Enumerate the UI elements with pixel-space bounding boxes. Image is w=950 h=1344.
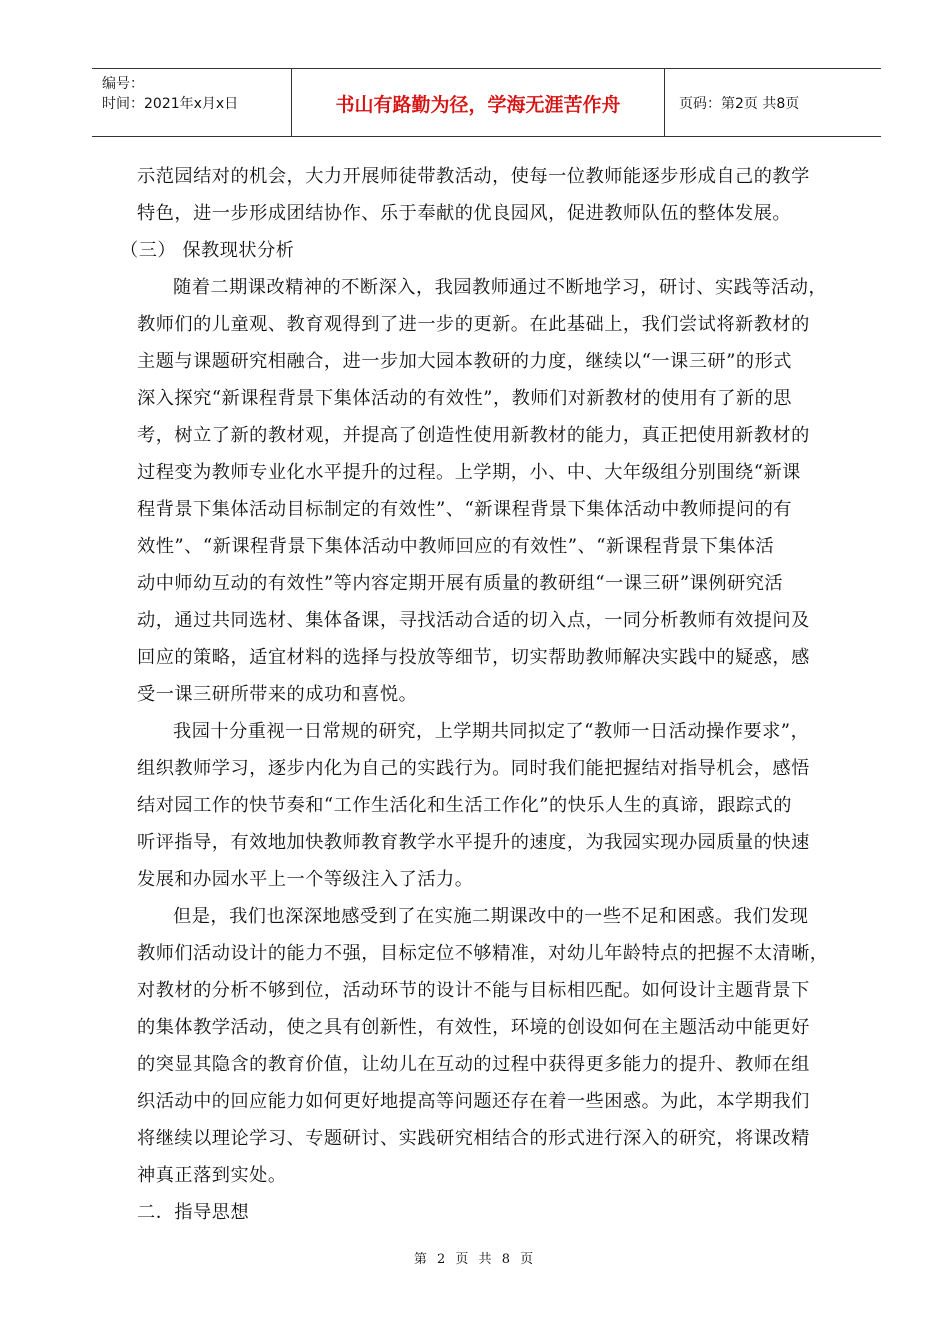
header-meta-cell bbox=[92, 69, 292, 136]
text-line: 听评指导，有效地加快教师教育教学水平提升的速度，为我园实现办园质量的快速 bbox=[137, 832, 810, 853]
motto-text: 书山有路勤为径，学海无涯苦作舟 bbox=[335, 94, 621, 116]
page-header bbox=[92, 68, 881, 137]
text-line: 动，通过共同选材、集体备课，寻找活动合适的切入点，一同分析教师有效提问及 bbox=[137, 610, 810, 631]
text-line: 程背景下集体活动目标制定的有效性”、“新课程背景下集体活动中教师提问的有 bbox=[137, 499, 792, 520]
text-line: 的集体教学活动，使之具有创新性，有效性，环境的创设如何在主题活动中能更好 bbox=[137, 1017, 810, 1038]
text-line: 考，树立了新的教材观，并提高了创造性使用新教材的能力，真正把使用新教材的 bbox=[137, 425, 810, 446]
text-line: 动中师幼互动的有效性”等内容定期开展有质量的教研组“一课三研”课例研究活 bbox=[137, 573, 784, 594]
header-motto-cell bbox=[292, 69, 665, 136]
time-label: 时间：2021年x月x日 bbox=[102, 96, 239, 112]
text-line: 效性”、“新课程背景下集体活动中教师回应的有效性”、“新课程背景下集体活 bbox=[137, 536, 775, 557]
text-line: 受一课三研所带来的成功和喜悦。 bbox=[137, 684, 418, 705]
page-footer: 第 2 页 共 8 页 bbox=[413, 1252, 537, 1267]
number-label: 编号： bbox=[102, 76, 144, 92]
page-info: 页码：第2页 共8页 bbox=[679, 96, 800, 112]
text-line: 特色，进一步形成团结协作、乐于奉献的优良园风，促进教师队伍的整体发展。 bbox=[137, 203, 792, 224]
text-line: 对教材的分析不够到位，活动环节的设计不能与目标相匹配。如何设计主题背景下 bbox=[137, 980, 810, 1001]
paragraph-start-line: 随着二期课改精神的不断深入，我园教师通过不断地学习，研讨、实践等活动， bbox=[173, 277, 828, 298]
text-line: 回应的策略，适宜材料的选择与投放等细节，切实帮助教师解决实践中的疑惑，感 bbox=[137, 647, 810, 668]
section-heading: （三） 保教现状分析 bbox=[120, 240, 295, 261]
text-line: 神真正落到实处。 bbox=[137, 1165, 287, 1186]
section-heading: 二．指导思想 bbox=[137, 1202, 250, 1223]
text-line: 结对园工作的快节奏和“工作生活化和生活工作化”的快乐人生的真谛，跟踪式的 bbox=[137, 795, 792, 816]
text-line: 示范园结对的机会，大力开展师徒带教活动，使每一位教师能逐步形成自己的教学 bbox=[137, 166, 810, 187]
text-line: 发展和办园水平上一个等级注入了活力。 bbox=[137, 869, 474, 890]
text-line: 的突显其隐含的教育价值，让幼儿在互动的过程中获得更多能力的提升、教师在组 bbox=[137, 1054, 810, 1075]
text-line: 主题与课题研究相融合，进一步加大园本教研的力度，继续以“一课三研”的形式 bbox=[137, 351, 792, 372]
header-page-cell bbox=[665, 69, 881, 136]
text-line: 将继续以理论学习、专题研讨、实践研究相结合的形式进行深入的研究，将课改精 bbox=[137, 1128, 810, 1149]
text-line: 织活动中的回应能力如何更好地提高等问题还存在着一些困惑。为此，本学期我们 bbox=[137, 1091, 810, 1112]
text-line: 组织教师学习，逐步内化为自己的实践行为。同时我们能把握结对指导机会，感悟 bbox=[137, 758, 810, 779]
text-line: 深入探究“新课程背景下集体活动的有效性”，教师们对新教材的使用有了新的思 bbox=[137, 388, 792, 409]
text-line: 教师们活动设计的能力不强，目标定位不够精准，对幼儿年龄特点的把握不太清晰， bbox=[137, 943, 829, 964]
paragraph-start-line: 但是，我们也深深地感受到了在实施二期课改中的一些不足和困惑。我们发现 bbox=[173, 906, 809, 927]
text-line: 过程变为教师专业化水平提升的过程。上学期，小、中、大年级组分别围绕“新课 bbox=[137, 462, 801, 483]
paragraph-start-line: 我园十分重视一日常规的研究，上学期共同拟定了“教师一日活动操作要求”， bbox=[173, 721, 810, 742]
text-line: 教师们的儿童观、教育观得到了进一步的更新。在此基础上，我们尝试将新教材的 bbox=[137, 314, 810, 335]
